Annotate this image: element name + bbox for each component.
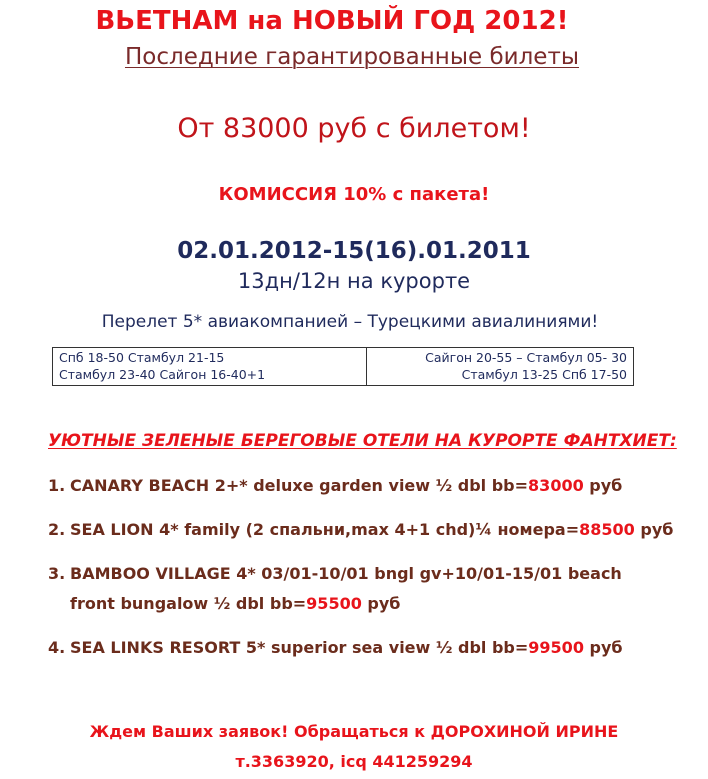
hotel-item [48,515,673,545]
hotel-price: 88500 [579,520,635,539]
contact-line: Ждем Ваших заявок! Обращаться к ДОРОХИНОЙ ИРИНЕ [89,722,619,741]
page-subtitle: Последние гарантированные билеты [124,44,580,70]
offer-dates: 02.01.2012-15(16).01.2011 [177,238,531,264]
page-title: ВЬЕТНАМ на НОВЫЙ ГОД 2012! [95,6,569,36]
hotel-description: SEA LINKS RESORT 5* superior sea view ½ dbl bb= [70,638,529,657]
offer-price: От 83000 руб с билетом! [177,113,531,144]
hotel-currency: руб [583,638,623,657]
hotel-price: 99500 [528,638,584,657]
hotel-price: 95500 [306,594,362,613]
contact-phone: т.3363920, icq 441259294 [235,752,473,771]
hotel-description: CANARY BEACH 2+* deluxe garden view ½ dbl bb= [70,476,529,495]
hotel-item [48,471,622,501]
hotel-number: 4. [48,638,66,657]
schedule-outbound [53,348,367,385]
schedule-row: Сайгон 20-55 – Стамбул 05- 30 [425,350,627,365]
schedule-row: Спб 18-50 Стамбул 21-15 [59,350,225,365]
hotels-heading: УЮТНЫЕ ЗЕЛЕНЫЕ БЕРЕГОВЫЕ ОТЕЛИ НА КУРОРТЕ ФАНТХИЕТ: [48,431,677,451]
offer-commission: КОМИССИЯ 10% с пакета! [218,184,490,205]
hotel-number: 2. [48,520,66,539]
hotel-item [48,559,622,619]
hotel-description-cont: front bungalow ½ dbl bb= [70,594,307,613]
schedule-row: Стамбул 13-25 Спб 17-50 [461,367,627,382]
schedule-return [367,348,633,385]
hotel-item [48,633,623,663]
hotel-description: SEA LION 4* family (2 спальни,max 4+1 chd)¼ номера= [70,520,580,539]
hotel-description: BAMBOO VILLAGE 4* 03/01-10/01 bngl gv+10/01-15/01 beach [70,564,622,583]
hotel-number: 1. [48,476,66,495]
hotel-currency: руб [634,520,674,539]
hotel-currency: руб [361,594,401,613]
hotel-number: 3. [48,564,66,583]
offer-stay-length: 13дн/12н на курорте [237,269,471,293]
hotel-price: 83000 [528,476,584,495]
hotel-currency: руб [583,476,623,495]
offer-flight: Перелет 5* авиакомпанией – Турецкими авиалиниями! [101,312,599,332]
flight-schedule-table [52,347,634,386]
schedule-row: Стамбул 23-40 Сайгон 16-40+1 [59,367,266,382]
